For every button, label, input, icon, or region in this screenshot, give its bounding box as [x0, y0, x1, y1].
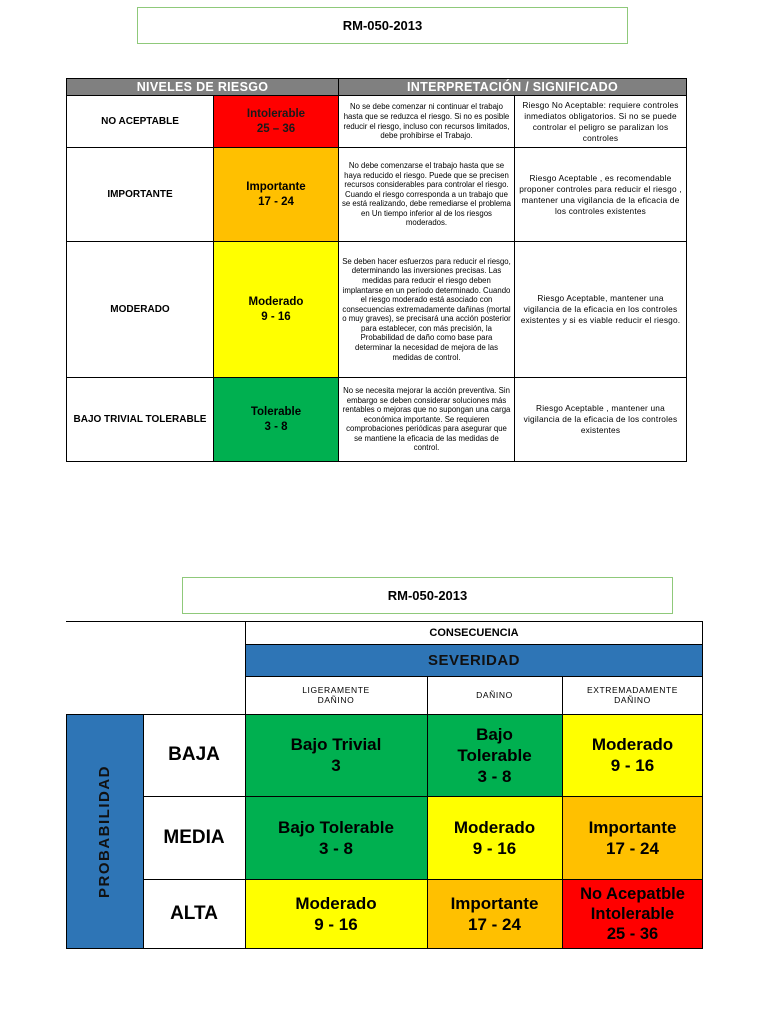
matrix-cell: Moderado 9 - 16	[427, 796, 562, 879]
interpretation-cell: Riesgo Aceptable, mantener una vigilancia de la eficacia en los controles existentes y si es viable reducir el riesgo.	[515, 242, 687, 378]
probabilidad-label: PROBABILIDAD	[66, 714, 143, 949]
description-cell: No se necesita mejorar la acción preventiva. Sin embargo se deben considerar soluciones más rentables o mejoras que no supongan una carga económica importante. Se requieren comprobaciones periódicas para asegurar que se mantiene la eficacia de las medidas de control.	[339, 378, 515, 462]
level-label: IMPORTANTE	[67, 148, 214, 242]
table-header-row	[67, 79, 687, 96]
consecuencia-header: CONSECUENCIA	[429, 626, 519, 639]
description-cell: Se deben hacer esfuerzos para reducir el riesgo, determinando las inversiones precisas. Las medidas para reducir el riesgo deben implantarse en un período determinado. Cuando el riesgo moderado está asociado con consecuencias extremadamente dañinas (mortal o muy graves), se precisará una acción posterior para establecer, con más precisión, la Probabilidad de daño como base para determinar la necesidad de mejora de las medidas de control.	[339, 242, 515, 378]
description-cell: No se debe comenzar ni continuar el trabajo hasta que se reduzca el riesgo. Si no es posible reducir el riesgo, incluso con recursos limitados, debe prohibirse el Trabajo.	[339, 96, 515, 148]
risk-levels-table	[66, 78, 687, 462]
table-row	[67, 242, 687, 378]
table-row	[67, 96, 687, 148]
row-label-baja: BAJA	[143, 714, 245, 796]
risk-matrix	[66, 621, 703, 949]
header-niveles: NIVELES DE RIESGO	[67, 79, 339, 96]
matrix-cell: Moderado 9 - 16	[245, 879, 427, 949]
severidad-header: SEVERIDAD	[245, 644, 703, 676]
range-name: Tolerable	[250, 405, 302, 418]
interpretation-cell: Riesgo Aceptable , mantener una vigilancia de la eficacia de los controles existentes	[515, 378, 687, 462]
matrix-cell: Bajo Tolerable 3 - 8	[245, 796, 427, 879]
range-name: Importante	[246, 180, 306, 193]
matrix-cell: Bajo Tolerable 3 - 8	[427, 714, 562, 796]
row-label-media: MEDIA	[143, 796, 245, 879]
range-cell	[214, 96, 339, 148]
range-value: 9 - 16	[261, 310, 291, 323]
page-title-top: RM-050-2013	[137, 7, 628, 44]
column-header-ligeramente: LIGERAMENTE DAÑINO	[302, 685, 370, 705]
range-value: 17 - 24	[258, 195, 294, 208]
column-header-extremadamente: EXTREMADAMENTE DAÑINO	[586, 685, 679, 705]
matrix-cell: Importante 17 - 24	[427, 879, 562, 949]
table-row	[67, 378, 687, 462]
row-label-alta: ALTA	[143, 879, 245, 949]
page-title-bottom: RM-050-2013	[182, 577, 673, 614]
range-value: 25 – 36	[256, 122, 296, 135]
range-cell	[214, 378, 339, 462]
matrix-cell: Bajo Trivial 3	[245, 714, 427, 796]
level-label: BAJO TRIVIAL TOLERABLE	[67, 378, 214, 462]
matrix-cell: No Acepatble Intolerable 25 - 36	[562, 879, 703, 949]
header-interpretacion: INTERPRETACIÓN / SIGNIFICADO	[339, 79, 687, 96]
range-name: Moderado	[248, 295, 304, 308]
range-cell	[214, 148, 339, 242]
level-label: MODERADO	[67, 242, 214, 378]
description-cell: No debe comenzarse el trabajo hasta que se haya reducido el riesgo. Puede que se precisen recursos considerables para controlar el riesgo. Cuando el riesgo corresponda a un trabajo que se está realizando, debe remediarse el problema en Un tiempo inferior al de los riesgos moderados.	[339, 148, 515, 242]
matrix-cell: Moderado 9 - 16	[562, 714, 703, 796]
range-value: 3 - 8	[264, 420, 288, 433]
column-header-danino: DAÑINO	[476, 690, 513, 700]
level-label: NO ACEPTABLE	[67, 96, 214, 148]
range-cell	[214, 242, 339, 378]
interpretation-cell: Riesgo Aceptable , es recomendable proponer controles para reducir el riesgo , mantener una vigilancia de la eficacia de los controles existentes	[515, 148, 687, 242]
matrix-cell: Importante 17 - 24	[562, 796, 703, 879]
table-row	[67, 148, 687, 242]
interpretation-cell: Riesgo No Aceptable: requiere controles inmediatos obligatorios. Si no se puede controlar el peligro se paralizan los controles	[515, 96, 687, 148]
range-name: Intolerable	[246, 107, 306, 120]
